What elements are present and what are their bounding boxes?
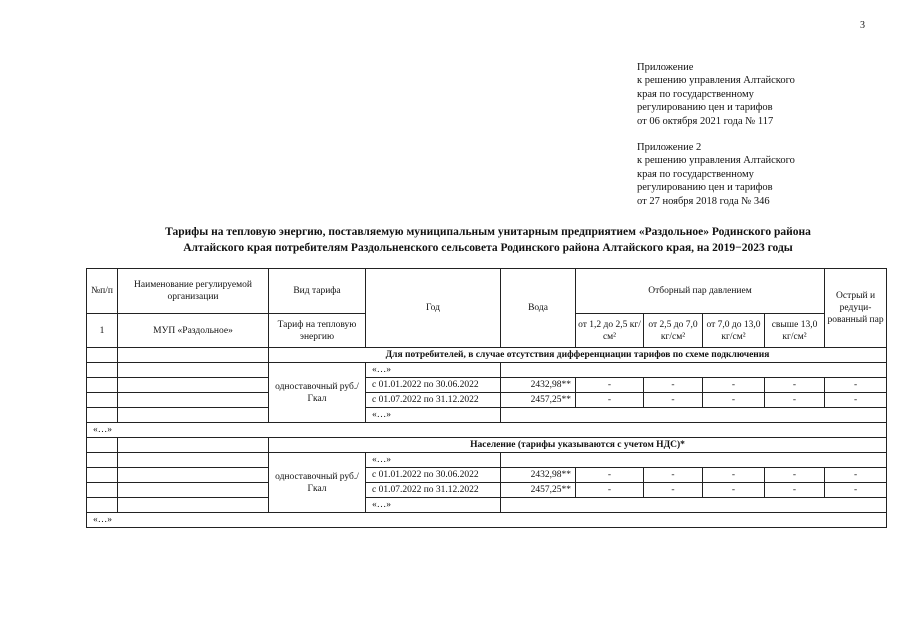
dash-cell: - xyxy=(765,393,825,408)
row1-tariff: Тариф на тепловую энергию xyxy=(269,314,366,348)
period-cell: с 01.01.2022 по 30.06.2022 xyxy=(366,468,501,483)
section-heading-row xyxy=(87,438,887,453)
appendix-1-line: регулированию цен и тарифов xyxy=(637,102,773,114)
header-sharp-steam: Острый и редуци-рованный пар xyxy=(825,269,887,348)
header-tariff-type: Вид тарифа xyxy=(269,269,366,314)
dash-cell: - xyxy=(576,378,644,393)
water-value: 2432,98** xyxy=(501,468,576,483)
period-cell: с 01.07.2022 по 31.12.2022 xyxy=(366,483,501,498)
table-row xyxy=(87,453,887,468)
table-row xyxy=(87,513,887,528)
table-row xyxy=(87,423,887,438)
dash-cell: - xyxy=(576,393,644,408)
dash-cell: - xyxy=(765,483,825,498)
table-row xyxy=(87,393,887,408)
section-2-ellipsis-bottom: «…» xyxy=(366,498,501,513)
table-row xyxy=(87,378,887,393)
dash-cell: - xyxy=(703,468,765,483)
row1-num: 1 xyxy=(87,314,118,348)
appendix-2-line: края по государственному xyxy=(637,168,754,180)
dash-cell: - xyxy=(825,393,887,408)
table-row xyxy=(87,363,887,378)
title-line-2: Алтайского края потребителям Раздольненского сельсовета Родинского района Алтайского края, на 2019−2023 годы xyxy=(183,242,793,254)
section-1-tariff-label: одноставочный руб./Гкал xyxy=(269,363,366,423)
header-steam-col-4: свыше 13,0 кг/см² xyxy=(765,314,825,348)
section-1-after-ellipsis: «…» xyxy=(87,423,887,438)
header-water: Вода xyxy=(501,269,576,348)
dash-cell: - xyxy=(703,378,765,393)
appendix-1-line: от 06 октября 2021 года № 117 xyxy=(637,115,774,127)
section-heading-row xyxy=(87,348,887,363)
dash-cell: - xyxy=(703,393,765,408)
dash-cell: - xyxy=(576,468,644,483)
title-line-1: Тарифы на тепловую энергию, поставляемую муниципальным унитарным предприятием «Раздольное» Родинского района xyxy=(165,226,811,238)
dash-cell: - xyxy=(765,378,825,393)
appendix-2-line: к решению управления Алтайского xyxy=(637,155,795,167)
appendix-1-line: к решению управления Алтайского xyxy=(637,75,795,87)
water-value: 2432,98** xyxy=(501,378,576,393)
period-cell: с 01.07.2022 по 31.12.2022 xyxy=(366,393,501,408)
dash-cell: - xyxy=(703,483,765,498)
appendix-1-line: края по государственному xyxy=(637,88,754,100)
row1-org: МУП «Раздольное» xyxy=(118,314,269,348)
section-2-heading: Население (тарифы указываются с учетом НДС)* xyxy=(269,438,887,453)
header-org: Наименование регулируемой организации xyxy=(118,269,269,314)
dash-cell: - xyxy=(644,378,703,393)
dash-cell: - xyxy=(765,468,825,483)
document-title xyxy=(90,224,886,256)
dash-cell: - xyxy=(825,468,887,483)
section-1-ellipsis-top: «…» xyxy=(366,363,501,378)
dash-cell: - xyxy=(644,468,703,483)
header-num: №п/п xyxy=(87,269,118,314)
appendix-2-block xyxy=(637,141,795,208)
table-row xyxy=(87,483,887,498)
appendix-2-line: от 27 ноября 2018 года № 346 xyxy=(637,195,770,207)
appendix-1-line: Приложение xyxy=(637,62,694,73)
header-steam-group: Отборный пар давлением xyxy=(576,269,825,314)
section-2-ellipsis-top: «…» xyxy=(366,453,501,468)
table-row xyxy=(87,468,887,483)
header-steam-col-1: от 1,2 до 2,5 кг/см² xyxy=(576,314,644,348)
appendix-2-line: регулированию цен и тарифов xyxy=(637,182,773,194)
dash-cell: - xyxy=(644,483,703,498)
header-steam-col-2: от 2,5 до 7,0 кг/см² xyxy=(644,314,703,348)
header-steam-col-3: от 7,0 до 13,0 кг/см² xyxy=(703,314,765,348)
water-value: 2457,25** xyxy=(501,393,576,408)
table-row xyxy=(87,408,887,423)
section-2-tariff-label: одноставочный руб./Гкал xyxy=(269,453,366,513)
table-row xyxy=(87,498,887,513)
dash-cell: - xyxy=(644,393,703,408)
dash-cell: - xyxy=(825,378,887,393)
period-cell: с 01.01.2022 по 30.06.2022 xyxy=(366,378,501,393)
page-number: 3 xyxy=(860,20,865,31)
section-1-ellipsis-bottom: «…» xyxy=(366,408,501,423)
header-year: Год xyxy=(366,269,501,348)
water-value: 2457,25** xyxy=(501,483,576,498)
appendix-1-block xyxy=(637,61,795,128)
dash-cell: - xyxy=(576,483,644,498)
section-2-after-ellipsis: «…» xyxy=(87,513,887,528)
appendix-2-line: Приложение 2 xyxy=(637,142,702,153)
section-1-heading: Для потребителей, в случае отсутствия дифференциации тарифов по схеме подключения xyxy=(269,348,887,363)
header-row-1 xyxy=(87,269,887,314)
dash-cell: - xyxy=(825,483,887,498)
tariff-table xyxy=(86,268,887,528)
